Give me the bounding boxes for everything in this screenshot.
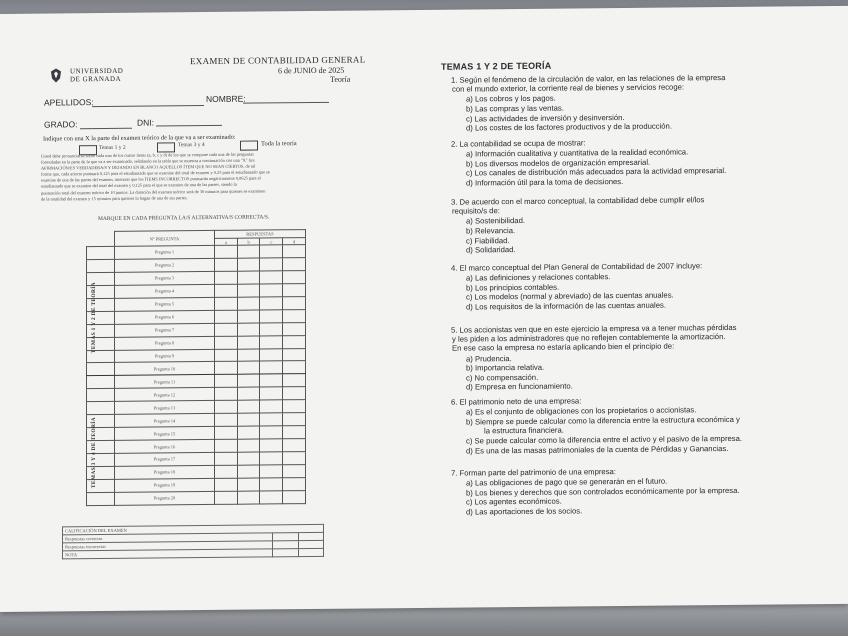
answer-letter-a: a	[214, 238, 237, 245]
answer-cell-d[interactable]	[283, 374, 306, 387]
answer-cell-c[interactable]	[260, 491, 283, 504]
question-2-option: a) Información cualitativa y cuantitativa de la realidad económica.	[466, 147, 689, 159]
question-2-option: b) Los diversos modelos de organización empresarial.	[466, 157, 651, 169]
apellidos-label: APELLIDOS:	[44, 97, 94, 108]
grading-correct-score[interactable]	[298, 532, 324, 540]
answer-cell-c[interactable]	[260, 284, 283, 297]
answer-cell-d[interactable]	[283, 452, 306, 465]
answer-cell-c[interactable]	[260, 297, 283, 310]
answer-cell-c[interactable]	[260, 271, 283, 284]
question-3-option: c) Fiabilidad.	[466, 235, 510, 246]
question-6-option: la estructura financiera.	[484, 425, 564, 436]
block-cell	[87, 402, 115, 415]
answer-cell-c[interactable]	[260, 335, 283, 348]
answer-cell-c[interactable]	[260, 258, 283, 271]
answer-cell-c[interactable]	[260, 478, 283, 491]
exam-part: Teoría	[330, 74, 351, 84]
answer-cell-b[interactable]	[237, 245, 260, 258]
answer-cell-a[interactable]	[214, 426, 237, 439]
answer-cell-c[interactable]	[260, 400, 283, 413]
question-2-text: 2. La contabilidad se ocupa de mostrar:	[451, 138, 586, 149]
answer-cell-a[interactable]	[214, 439, 237, 452]
question-number-cell: Pregunta 1	[115, 245, 215, 259]
question-number-cell: Pregunta 16	[115, 440, 215, 454]
answer-cell-d[interactable]	[283, 270, 306, 283]
answer-cell-b[interactable]	[237, 426, 260, 439]
answer-cell-d[interactable]	[283, 400, 306, 413]
question-4-option: a) Las definiciones y relaciones contables.	[466, 272, 611, 283]
option-temas-1-2-label: Temas 1 y 2	[99, 144, 126, 152]
option-temas-3-4-checkbox[interactable]	[157, 142, 175, 152]
grading-grade-label: NOTA	[63, 549, 273, 559]
answer-cell-b[interactable]	[237, 284, 260, 297]
question-2-option: d) Información útil para la toma de decisiones.	[466, 177, 624, 188]
question-5-option: a) Prudencia.	[466, 353, 512, 364]
question-5-option: d) Empresa en funcionamiento.	[466, 381, 573, 392]
answer-table	[86, 229, 306, 506]
grading-incorrect-value[interactable]	[273, 541, 299, 549]
part-selection-instruction: Indique con una X la parte del examen teórico de la que va a ser examinado:	[43, 133, 236, 143]
grading-incorrect-score[interactable]	[298, 540, 324, 548]
answer-cell-d[interactable]	[283, 348, 306, 361]
answer-cell-a[interactable]	[214, 452, 237, 465]
grading-grade-score[interactable]	[298, 548, 324, 556]
answer-cell-d[interactable]	[283, 490, 306, 503]
column-answers-header: RESPUESTAS	[214, 230, 305, 239]
question-1-option: c) Las actividades de inversión y desinversión.	[466, 112, 625, 124]
answer-cell-a[interactable]	[214, 297, 237, 310]
question-7-text: 7. Forman parte del patrimonio de una empresa:	[451, 467, 616, 478]
answer-cell-b[interactable]	[237, 452, 260, 465]
answer-cell-a[interactable]	[214, 336, 237, 349]
instructions-paragraph	[41, 151, 361, 203]
question-6-option: c) Se puede calcular como la diferencia entre el activo y el pasivo de la empresa.	[466, 433, 743, 446]
nombre-field[interactable]	[243, 102, 329, 104]
answer-cell-d[interactable]	[283, 322, 306, 335]
answer-cell-b[interactable]	[237, 400, 260, 413]
answer-cell-b[interactable]	[237, 361, 260, 374]
answer-cell-b[interactable]	[237, 465, 260, 478]
question-number-cell: Pregunta 9	[115, 349, 215, 363]
question-3-option: b) Relevancia.	[466, 226, 516, 236]
answer-cell-c[interactable]	[260, 413, 283, 426]
answer-cell-a[interactable]	[214, 413, 237, 426]
question-number-cell: Pregunta 4	[115, 284, 215, 298]
instruction-line: AFIRMACIÓN/ES VERDADERA/S Y DEJANDO EN BLANCO AQUELLOS ÍTEM QUE NO SEAN CIERTOS, de tal	[41, 163, 256, 171]
answer-cell-d[interactable]	[283, 361, 306, 374]
question-1-text: 1. Según el fenómeno de la circulación de valor, en las relaciones de la empresa	[451, 73, 726, 85]
answer-cell-c[interactable]	[260, 245, 283, 258]
question-6-option: a) Es el conjunto de obligaciones con los propietarios o accionistas.	[466, 405, 697, 417]
university-line-1: UNIVERSIDAD	[70, 66, 124, 76]
block-cell	[87, 363, 115, 376]
answer-cell-d[interactable]	[283, 245, 306, 258]
instruction-line: Usted debe pronunciarse sobre cada uno de los cuatro ítems (a, b, c y d) de los que se compone cada una de las preguntas	[41, 151, 254, 159]
column-question-header: Nº PREGUNTA	[115, 230, 215, 246]
answer-cell-d[interactable]	[283, 335, 306, 348]
exam-title: EXAMEN DE CONTABILIDAD GENERAL	[190, 54, 366, 67]
answer-cell-d[interactable]	[283, 439, 306, 452]
answer-cell-c[interactable]	[260, 348, 283, 361]
university-crest-icon	[48, 67, 64, 83]
grading-title: CALIFICACIÓN DEL EXAMEN	[63, 524, 324, 535]
question-7-option: a) Las obligaciones de pago que se generarán en el futuro.	[466, 476, 668, 488]
question-number-cell: Pregunta 5	[115, 297, 215, 311]
question-5-text: y les piden a los administradores que no reflejen contablemente la amortización.	[452, 332, 726, 344]
grado-label: GRADO:	[44, 119, 78, 130]
question-5-option: b) Importancia relativa.	[466, 362, 545, 373]
question-3-option: d) Solidaridad.	[466, 245, 516, 255]
answer-cell-a[interactable]	[214, 465, 237, 478]
question-number-cell: Pregunta 20	[115, 491, 215, 505]
question-5-text: 5. Los accionistas ven que en este ejercicio la empresa va a tener muchas pérdidas	[451, 322, 737, 335]
question-number-cell: Pregunta 3	[115, 271, 215, 285]
block-cell	[87, 246, 115, 259]
answer-rows	[87, 245, 306, 506]
question-3-text: 3. De acuerdo con el marco conceptual, la contabilidad debe cumplir el/los	[451, 195, 705, 207]
grading-correct-label: Respuestas correctas	[63, 533, 273, 543]
questions-section-title: TEMAS 1 Y 2 DE TEORÍA	[441, 60, 552, 72]
block-temas-3-4-label: TEMAS 3 Y 4 DE TEORÍA	[91, 417, 97, 489]
answer-cell-d[interactable]	[283, 465, 306, 478]
question-number-cell: Pregunta 10	[115, 362, 215, 376]
dni-field[interactable]	[156, 125, 222, 127]
answer-cell-b[interactable]	[237, 413, 260, 426]
answer-cell-b[interactable]	[237, 439, 260, 452]
question-4-text: 4. El marco conceptual del Plan General de Contabilidad de 2007 incluye:	[451, 261, 703, 273]
answer-cell-c[interactable]	[260, 465, 283, 478]
option-toda-teoria-label: Toda la teoría	[261, 140, 297, 148]
question-number-cell: Pregunta 11	[115, 375, 215, 389]
question-3-option: a) Sostenibilidad.	[466, 216, 525, 226]
exam-sheet	[0, 6, 848, 612]
instruction-line: puntuación total del examen teórico de 10 puntos. La duración del examen teórico será de 30 minutos para quienes se examinen	[41, 188, 266, 196]
exam-date: 6 de JUNIO de 2025	[278, 65, 345, 76]
grading-grade-value[interactable]	[273, 549, 299, 557]
dni-label: DNI:	[137, 117, 154, 128]
block-cell	[87, 376, 115, 389]
question-4-option: c) Los modelos (normal y abreviado) de las cuentas anuales.	[466, 290, 674, 302]
grading-incorrect-label: Respuestas incorrectas	[63, 541, 273, 551]
answer-cell-d[interactable]	[283, 387, 306, 400]
answer-cell-c[interactable]	[260, 452, 283, 465]
apellidos-field[interactable]	[92, 105, 204, 107]
instruction-line: examine de una de las partes del examen, mientras que los ÍTEMS INCORRECTOS puntuarán negativamente 0,0625 para el	[41, 175, 261, 183]
answer-cell-b[interactable]	[237, 387, 260, 400]
university-name	[70, 67, 123, 84]
answer-cell-c[interactable]	[260, 309, 283, 322]
question-6-text: 6. El patrimonio neto de una empresa:	[451, 396, 582, 407]
answer-cell-c[interactable]	[260, 361, 283, 374]
answer-cell-b[interactable]	[237, 349, 260, 362]
question-number-cell: Pregunta 14	[115, 414, 215, 428]
answer-cell-c[interactable]	[260, 439, 283, 452]
answer-cell-b[interactable]	[237, 310, 260, 323]
option-toda-teoria-checkbox[interactable]	[240, 141, 258, 151]
instruction-line: de la totalidad del examen y 15 minutos para quienes lo hagan de una de sus partes.	[41, 194, 188, 202]
answer-cell-b[interactable]	[237, 323, 260, 336]
question-6-option: b) Siempre se puede calcular como la diferencia entre la estructura económica y	[466, 414, 740, 427]
question-number-cell: Pregunta 17	[115, 452, 215, 466]
answer-cell-b[interactable]	[237, 374, 260, 387]
answer-cell-c[interactable]	[260, 322, 283, 335]
question-5-text: En ese caso la empresa no estaría aplicando bien el principio de:	[452, 341, 675, 354]
answer-letter-b: b	[237, 238, 260, 245]
answer-cell-a[interactable]	[214, 245, 237, 258]
question-5-option: c) No compensación.	[466, 372, 539, 383]
question-number-cell: Pregunta 19	[115, 478, 215, 492]
block-cell	[87, 492, 115, 505]
answer-cell-d[interactable]	[283, 477, 306, 490]
answer-cell-c[interactable]	[260, 426, 283, 439]
answer-cell-c[interactable]	[260, 387, 283, 400]
answer-letter-c: c	[260, 238, 283, 245]
answer-cell-b[interactable]	[237, 491, 260, 504]
question-4-option: b) Los principios contables.	[466, 282, 560, 293]
answer-cell-d[interactable]	[283, 309, 306, 322]
question-number-cell: Pregunta 8	[115, 336, 215, 350]
question-number-cell: Pregunta 6	[115, 310, 215, 324]
answer-cell-a[interactable]	[214, 388, 237, 401]
grado-field[interactable]	[80, 128, 132, 129]
answer-cell-a[interactable]	[214, 284, 237, 297]
question-1-option: a) Los cobros y los pagos.	[466, 94, 556, 104]
question-number-cell: Pregunta 15	[115, 427, 215, 441]
block-cell	[87, 259, 115, 272]
grading-correct-value[interactable]	[273, 533, 299, 541]
instruction-line: forma que, cada acierto puntuará 0,125 para el estudiantado que se examine del total de examen y 0,25 para el estudiantado que se	[41, 169, 270, 177]
question-7-option: d) Las aportaciones de los socios.	[466, 506, 583, 517]
question-number-cell: Pregunta 13	[115, 401, 215, 415]
question-number-cell: Pregunta 12	[115, 388, 215, 402]
question-number-cell: Pregunta 18	[115, 465, 215, 479]
question-1-text: con el mundo exterior, la corriente real de bienes y servicios recoge:	[452, 82, 685, 94]
question-1-option: b) Las compras y las ventas.	[466, 103, 564, 114]
answer-cell-b[interactable]	[237, 271, 260, 284]
answer-cell-a[interactable]	[214, 349, 237, 362]
question-3-text: requisito/s de:	[452, 206, 500, 216]
question-4-option: d) Los requisitos de la información de las cuentas anuales.	[466, 300, 666, 312]
answer-row	[87, 490, 306, 505]
answer-cell-a[interactable]	[214, 271, 237, 284]
answer-cell-a[interactable]	[214, 258, 237, 271]
question-number-cell: Pregunta 7	[115, 323, 215, 337]
answer-cell-a[interactable]	[214, 310, 237, 323]
university-line-2: DE GRANADA	[70, 74, 122, 84]
question-7-option: b) Los bienes y derechos que son controlados económicamente por la empresa.	[466, 485, 740, 498]
answer-cell-c[interactable]	[260, 374, 283, 387]
answer-cell-a[interactable]	[214, 400, 237, 413]
answer-letter-d: d	[283, 238, 306, 245]
answer-cell-a[interactable]	[214, 478, 237, 491]
question-1-option: d) Los costes de los factores productivos y de la producción.	[466, 121, 672, 133]
grading-table	[62, 524, 324, 560]
instruction-line: estudiantado que se examine del total del examen y 0,125 para el que se examine de una de las partes, siendo la	[41, 182, 237, 190]
answer-cell-b[interactable]	[237, 336, 260, 349]
answer-cell-d[interactable]	[283, 413, 306, 426]
block-cell	[87, 389, 115, 402]
question-7-option: c) Los agentes económicos.	[466, 496, 562, 507]
question-6-option: d) Es una de las masas patrimoniales de la cuenta de Pérdidas y Ganancias.	[466, 443, 729, 456]
mark-instruction: MARQUE EN CADA PREGUNTA LA/S ALTERNATIVA/S CORRECTA/S.	[98, 214, 270, 223]
option-temas-3-4-label: Temas 3 y 4	[178, 142, 205, 149]
answer-cell-d[interactable]	[283, 296, 306, 309]
answer-cell-d[interactable]	[283, 258, 306, 271]
answer-cell-d[interactable]	[283, 426, 306, 439]
answer-cell-a[interactable]	[214, 323, 237, 336]
answer-cell-b[interactable]	[237, 258, 260, 271]
answer-cell-a[interactable]	[214, 375, 237, 388]
instruction-line: formuladas en la parte de la que va a ser examinado, señalando en la tabla que se muestra a continuación con una "X" la/s	[41, 157, 255, 165]
answer-cell-b[interactable]	[237, 478, 260, 491]
answer-cell-a[interactable]	[214, 362, 237, 375]
answer-cell-a[interactable]	[214, 491, 237, 504]
block-temas-1-2-label: TEMAS 1 Y 2 DE TEORÍA	[91, 282, 97, 354]
answer-cell-d[interactable]	[283, 283, 306, 296]
question-number-cell: Pregunta 2	[115, 258, 215, 272]
nombre-label: NOMBRE:	[206, 93, 246, 105]
question-2-option: c) Los canales de distribución más adecuados para la actividad empresarial.	[466, 166, 727, 178]
answer-cell-b[interactable]	[237, 297, 260, 310]
